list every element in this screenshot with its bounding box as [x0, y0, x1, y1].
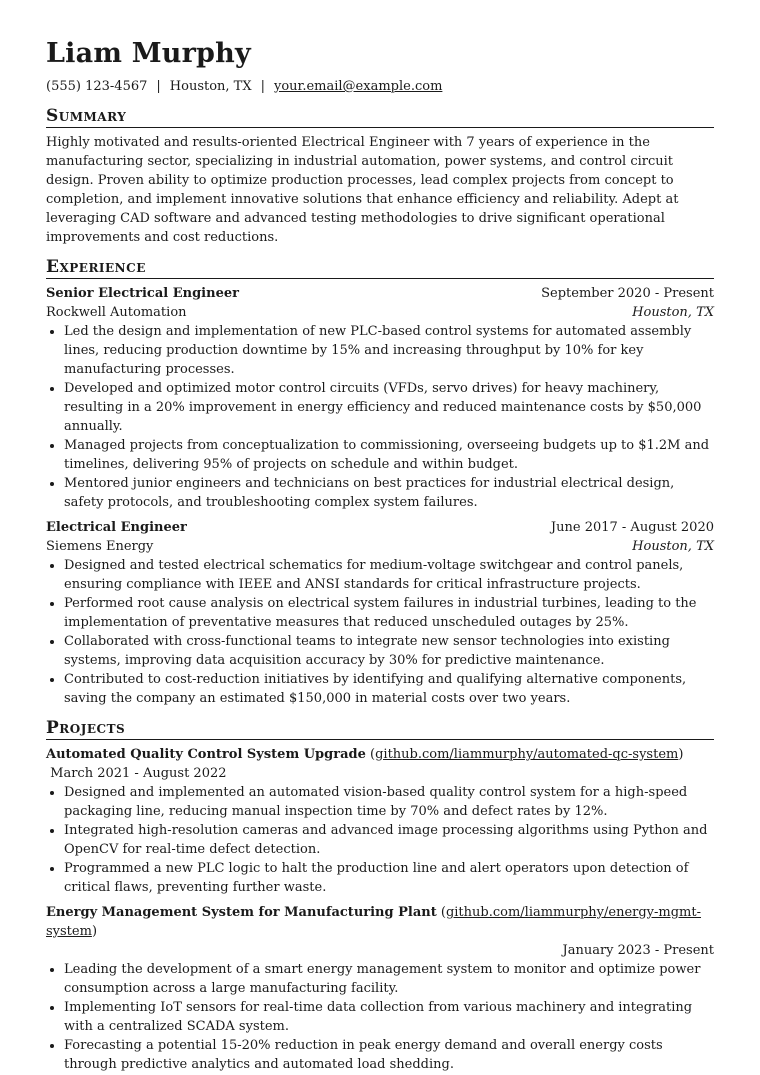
bullet-text: Implementing IoT sensors for real-time data collection from various machinery and integrating with a centralized SCADA system. — [64, 1000, 693, 1034]
bullet-icon — [50, 444, 54, 448]
job-title: Electrical Engineer — [46, 520, 187, 535]
phone-number: (555) 123-4567 — [46, 79, 148, 94]
bullet-text: Designed and implemented an automated vision-based quality control system for a high-speed packaging line, reducing manual inspection time by 70% and defect rates by 12%. — [64, 785, 688, 819]
contact-separator: | — [156, 79, 161, 94]
list-item — [64, 379, 714, 436]
bullet-icon — [50, 1044, 54, 1048]
job-header — [46, 518, 714, 537]
list-item — [64, 632, 714, 670]
project-dates: January 2023 - Present — [562, 943, 714, 958]
job-bullets — [46, 556, 714, 708]
bullet-icon — [50, 791, 54, 795]
job-subheader — [46, 537, 714, 556]
bullet-icon — [50, 482, 54, 486]
list-item — [64, 1036, 714, 1074]
bullet-icon — [50, 829, 54, 833]
job-entry — [46, 518, 714, 708]
experience-heading: Experience — [46, 257, 714, 279]
bullet-text: Mentored junior engineers and technicians on best practices for industrial electrical design, safety protocols, and troubleshooting complex system failures. — [64, 476, 675, 510]
bullet-text: Collaborated with cross-functional teams to integrate new sensor technologies into existing systems, improving data acquisition accuracy by 30% for predictive maintenance. — [64, 634, 670, 668]
summary-text: Highly motivated and results-oriented Electrical Engineer with 7 years of experience in the manufacturing sector, specializing in industrial automation, power systems, and control circuit design. Proven ability to optimize production processes, lead complex projects from concept to completion, and implement innovative solutions that enhance efficiency and reliability. Adept at leveraging CAD software and advanced testing methodologies to drive significant operational improvements and cost reductions. — [46, 135, 679, 245]
contact-separator: | — [260, 79, 265, 94]
bullet-text: Performed root cause analysis on electrical system failures in industrial turbines, leading to the implementation of preventative measures that reduced unscheduled outages by 25%. — [64, 596, 697, 630]
list-item — [64, 474, 714, 512]
bullet-text: Programmed a new PLC logic to halt the production line and alert operators upon detection of critical flaws, preventing further waste. — [64, 861, 689, 895]
bullet-text: Designed and tested electrical schematics for medium-voltage switchgear and control panels, ensuring compliance with IEEE and ANSI standards for critical infrastructure projects. — [64, 558, 684, 592]
job-entry — [46, 284, 714, 512]
project-name: Energy Management System for Manufacturing Plant — [46, 905, 437, 920]
list-item — [64, 594, 714, 632]
list-item — [64, 556, 714, 594]
list-item — [64, 821, 714, 859]
project-entry — [46, 903, 714, 1074]
bullet-icon — [50, 867, 54, 871]
bullet-icon — [50, 387, 54, 391]
list-item — [64, 960, 714, 998]
project-link[interactable]: github.com/liammurphy/energy-mgmt-system — [46, 905, 702, 939]
list-item — [64, 783, 714, 821]
bullet-icon — [50, 640, 54, 644]
project-header: Automated Quality Control System Upgrade (github.com/liammurphy/automated-qc-system) March 2021 - August 2022 — [46, 747, 684, 781]
summary-heading: Summary — [46, 106, 714, 128]
project-name: Automated Quality Control System Upgrade — [46, 747, 366, 762]
bullet-text: Developed and optimized motor control circuits (VFDs, servo drives) for heavy machinery, resulting in a 20% improvement in energy efficiency and reduced maintenance costs by $50,000 annually. — [64, 381, 702, 434]
company-name: Rockwell Automation — [46, 305, 187, 320]
company-name: Siemens Energy — [46, 539, 154, 554]
location: Houston, TX — [169, 79, 252, 94]
project-bullets — [46, 960, 714, 1074]
project-bullets — [46, 783, 714, 897]
job-bullets — [46, 322, 714, 512]
job-title: Senior Electrical Engineer — [46, 286, 239, 301]
bullet-text: Integrated high-resolution cameras and advanced image processing algorithms using Python and OpenCV for real-time defect detection. — [64, 823, 708, 857]
job-header — [46, 284, 714, 303]
job-dates: September 2020 - Present — [541, 286, 714, 301]
project-link[interactable]: github.com/liammurphy/automated-qc-system — [375, 747, 679, 762]
project-dates: March 2021 - August 2022 — [50, 766, 227, 781]
bullet-text: Managed projects from conceptualization to commissioning, overseeing budgets up to $1.2M and timelines, delivering 95% of projects on schedule and within budget. — [64, 438, 710, 472]
candidate-name: Liam Murphy — [46, 38, 251, 69]
email-link[interactable]: your.email@example.com — [274, 79, 443, 94]
contact-line — [46, 78, 714, 96]
list-item — [64, 670, 714, 708]
bullet-text: Led the design and implementation of new PLC-based control systems for automated assembly lines, reducing production downtime by 15% and increasing throughput by 10% for key manufacturing processes. — [64, 324, 692, 377]
job-subheader — [46, 303, 714, 322]
bullet-icon — [50, 602, 54, 606]
project-header: Energy Management System for Manufacturing Plant (github.com/liammurphy/energy-mgmt-system) January 2023 - Present — [46, 905, 714, 958]
bullet-icon — [50, 678, 54, 682]
list-item — [64, 436, 714, 474]
bullet-icon — [50, 564, 54, 568]
bullet-text: Leading the development of a smart energy management system to monitor and optimize power consumption across a large manufacturing facility. — [64, 962, 701, 996]
bullet-icon — [50, 1006, 54, 1010]
projects-heading: Projects — [46, 718, 714, 740]
list-item — [64, 859, 714, 897]
bullet-icon — [50, 330, 54, 334]
bullet-icon — [50, 968, 54, 972]
job-location: Houston, TX — [632, 305, 714, 320]
list-item — [64, 322, 714, 379]
list-item — [64, 998, 714, 1036]
job-dates: June 2017 - August 2020 — [550, 520, 714, 535]
bullet-text: Forecasting a potential 15-20% reduction in peak energy demand and overall energy costs through predictive analytics and automated load shedding. — [64, 1038, 663, 1072]
bullet-text: Contributed to cost-reduction initiatives by identifying and qualifying alternative components, saving the company an estimated $150,000 in material costs over two years. — [64, 672, 687, 706]
job-location: Houston, TX — [632, 539, 714, 554]
project-entry — [46, 745, 714, 897]
project-dates-row — [46, 941, 714, 960]
